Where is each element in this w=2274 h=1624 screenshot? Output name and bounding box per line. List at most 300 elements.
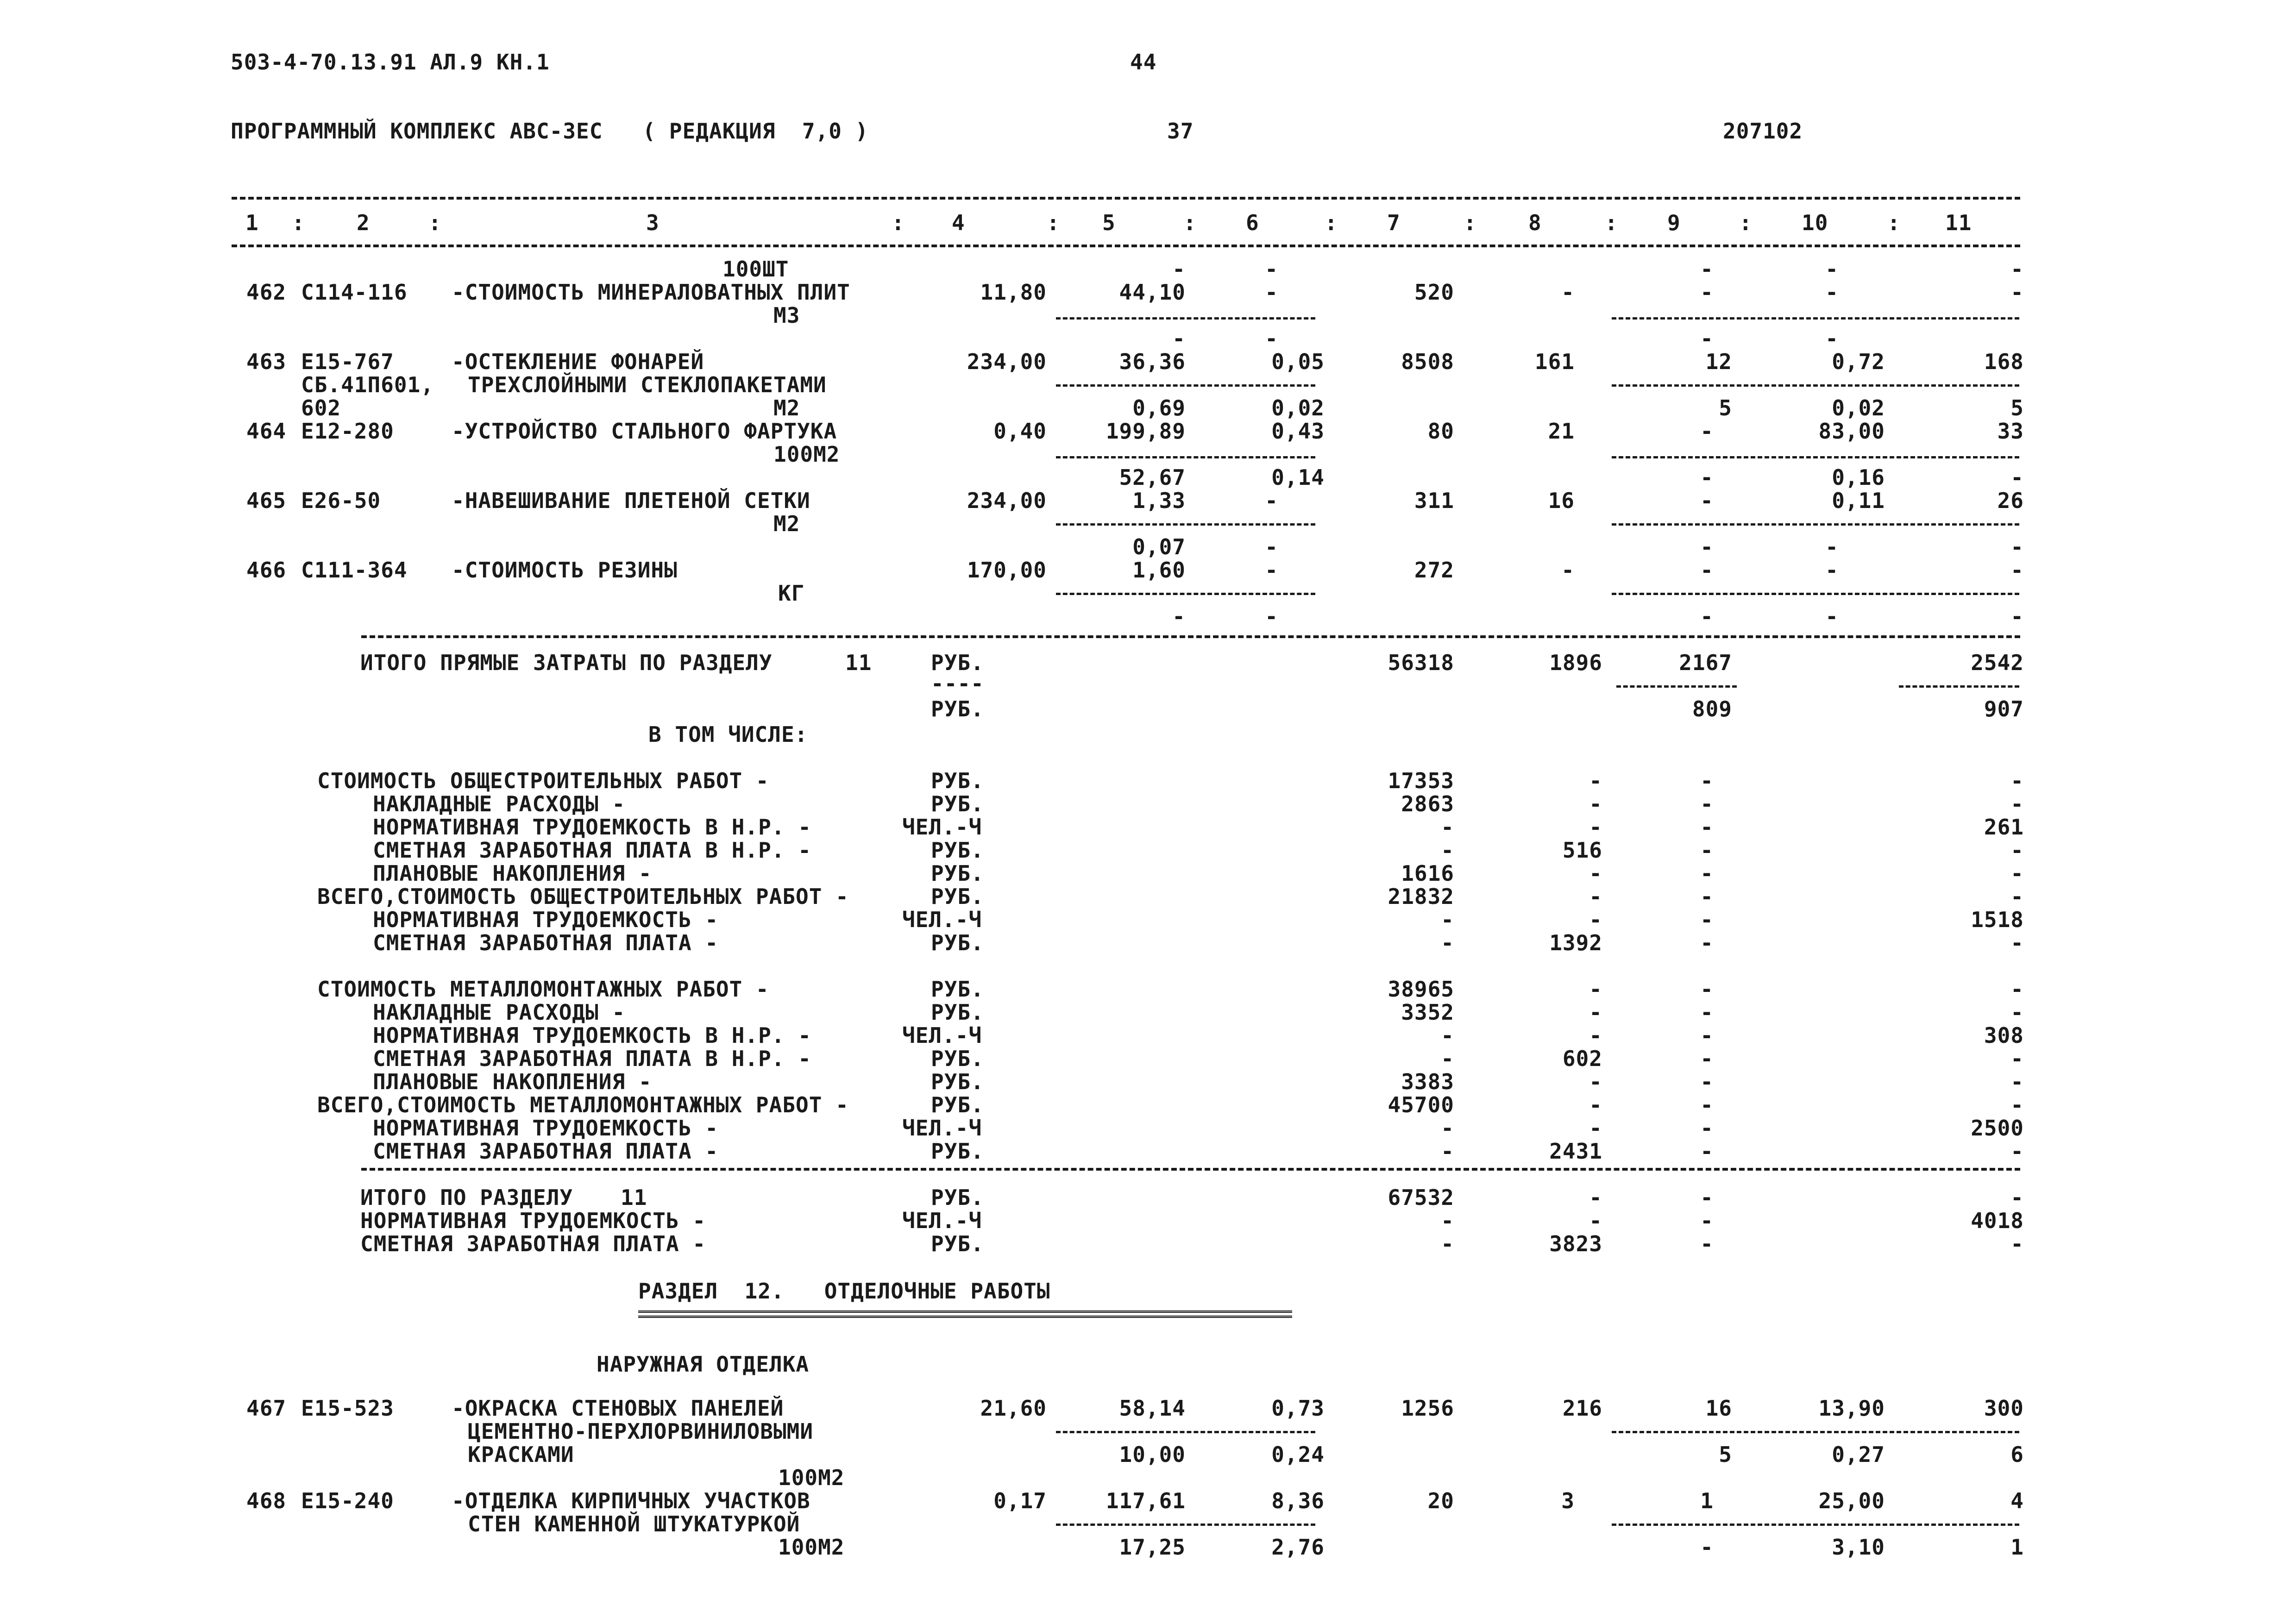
row-number: 463 <box>246 349 287 374</box>
table-cell: 33 <box>1997 419 2024 444</box>
table-cell: 161 <box>1534 349 1575 374</box>
column-header-4: 4 <box>952 210 965 235</box>
table-cell: 520 <box>1414 280 1454 305</box>
table-cell: 0,40 <box>993 419 1047 444</box>
table-cell: - <box>2010 558 2024 583</box>
table-cell: - <box>1589 861 1602 886</box>
table-cell: 25,00 <box>1818 1488 1885 1513</box>
section-title-underline <box>638 1310 1292 1318</box>
table-cell: 44,10 <box>1119 280 1186 305</box>
column-header-5: 5 <box>1102 210 1116 235</box>
table-cell: 0,69 <box>1132 395 1186 420</box>
table-cell: 21 <box>1548 419 1575 444</box>
cell-rule <box>1056 456 1315 458</box>
rate-code: С111-364 <box>301 558 408 583</box>
table-cell: - <box>2010 1231 2024 1256</box>
table-cell: 83,00 <box>1818 419 1885 444</box>
table-cell: 170,00 <box>967 558 1047 583</box>
table-cell: 234,00 <box>967 349 1047 374</box>
cell-rule <box>1056 317 1315 320</box>
table-cell: 0,05 <box>1271 349 1325 374</box>
unit-label: ЧЕЛ.-Ч <box>902 1023 982 1048</box>
cell-rule <box>1612 593 2019 595</box>
table-cell: - <box>1700 1000 1714 1025</box>
summary-label: ИТОГО ПО РАЗДЕЛУ <box>360 1185 573 1210</box>
table-cell: 2,76 <box>1271 1535 1325 1560</box>
table-cell: 67532 <box>1388 1185 1454 1210</box>
table-cell: 80 <box>1427 419 1454 444</box>
summary-label: НОРМАТИВНАЯ ТРУДОЕМКОСТЬ - <box>373 907 719 932</box>
table-cell: - <box>2010 768 2024 793</box>
table-cell: 0,43 <box>1271 419 1325 444</box>
column-separator: : <box>1605 210 1618 235</box>
table-cell: - <box>1700 861 1714 886</box>
table-cell: 45700 <box>1388 1092 1454 1117</box>
unit-label: ЧЕЛ.-Ч <box>902 815 982 840</box>
table-cell: - <box>1825 280 1839 305</box>
table-cell: 1392 <box>1549 930 1602 955</box>
table-cell: - <box>2010 1069 2024 1094</box>
sheet-number: 37 <box>1167 119 1194 144</box>
table-cell: - <box>2010 838 2024 863</box>
table-cell: - <box>1700 815 1714 840</box>
table-cell: - <box>2010 791 2024 816</box>
table-cell: 308 <box>1984 1023 2024 1048</box>
table-cell: - <box>1589 1208 1602 1233</box>
table-cell: 1518 <box>1971 907 2024 932</box>
table-cell: - <box>1265 257 1278 282</box>
unit-label: РУБ. <box>931 791 984 816</box>
table-cell: 0,02 <box>1271 395 1325 420</box>
table-cell: 16 <box>1548 488 1575 513</box>
table-cell: - <box>1589 1000 1602 1025</box>
table-cell: - <box>1700 907 1714 932</box>
direct-costs-label: ИТОГО ПРЯМЫЕ ЗАТРАТЫ ПО РАЗДЕЛУ <box>360 650 773 675</box>
summary-label: ВСЕГО,СТОИМОСТЬ МЕТАЛЛОМОНТАЖНЫХ РАБОТ - <box>317 1092 849 1117</box>
table-cell: - <box>1589 1023 1602 1048</box>
section-title: РАЗДЕЛ 12. ОТДЕЛОЧНЫЕ РАБОТЫ <box>638 1279 1050 1304</box>
table-cell: 0,11 <box>1832 488 1885 513</box>
cell-rule <box>1612 384 2019 387</box>
table-cell: - <box>1589 977 1602 1002</box>
section-rule <box>361 1168 2020 1171</box>
table-cell: 3823 <box>1549 1231 1602 1256</box>
table-cell: - <box>1700 257 1714 282</box>
summary-label: СМЕТНАЯ ЗАРАБОТНАЯ ПЛАТА - <box>373 930 719 955</box>
column-header-3: 3 <box>646 210 660 235</box>
table-cell: - <box>1700 768 1714 793</box>
table-cell: 21,60 <box>980 1396 1047 1421</box>
table-cell: 1896 <box>1549 650 1602 675</box>
table-cell: 36,36 <box>1119 349 1186 374</box>
table-cell: - <box>1700 1116 1714 1141</box>
table-cell: - <box>1265 488 1278 513</box>
table-cell: - <box>1589 907 1602 932</box>
table-cell: - <box>1700 558 1714 583</box>
table-cell: 17,25 <box>1119 1535 1186 1560</box>
unit-label: РУБ. <box>931 1139 984 1164</box>
table-cell: - <box>1589 1092 1602 1117</box>
table-cell: - <box>1589 768 1602 793</box>
column-header-9: 9 <box>1667 210 1681 235</box>
table-cell: - <box>1441 930 1454 955</box>
table-cell: - <box>1561 280 1575 305</box>
unit-label: ЧЕЛ.-Ч <box>902 907 982 932</box>
table-cell: 2431 <box>1549 1139 1602 1164</box>
table-cell: - <box>1265 558 1278 583</box>
summary-label: СМЕТНАЯ ЗАРАБОТНАЯ ПЛАТА В Н.Р. - <box>373 1046 811 1071</box>
column-header-1: 1 <box>245 210 259 235</box>
table-cell: - <box>1700 1208 1714 1233</box>
table-cell: 1256 <box>1401 1396 1454 1421</box>
work-description: -СТОИМОСТЬ МИНЕРАЛОВАТНЫХ ПЛИТ <box>452 280 850 305</box>
table-cell: - <box>1700 280 1714 305</box>
unit-label: РУБ. <box>931 1000 984 1025</box>
table-cell: 8,36 <box>1271 1488 1325 1513</box>
table-cell: 1616 <box>1401 861 1454 886</box>
table-cell: - <box>1700 1139 1714 1164</box>
table-cell: - <box>1265 326 1278 351</box>
table-cell: 26 <box>1997 488 2024 513</box>
work-description: -УСТРОЙСТВО СТАЛЬНОГО ФАРТУКА <box>452 419 837 444</box>
rate-code: Е15-240 <box>301 1488 394 1513</box>
row-number: 464 <box>246 419 287 444</box>
section-number: 11 <box>621 1185 647 1210</box>
table-cell: - <box>1700 977 1714 1002</box>
document-code: 503-4-70.13.91 АЛ.9 КН.1 <box>231 50 550 75</box>
table-cell: - <box>2010 465 2024 490</box>
table-cell: - <box>1441 1023 1454 1048</box>
row-number: 462 <box>246 280 287 305</box>
table-cell: 0,27 <box>1832 1442 1885 1467</box>
table-cell: 38965 <box>1388 977 1454 1002</box>
row-number: 468 <box>246 1488 287 1513</box>
column-header-8: 8 <box>1528 210 1542 235</box>
table-cell: 5 <box>1719 395 1732 420</box>
table-cell: - <box>1700 488 1714 513</box>
table-cell: 4 <box>2010 1488 2024 1513</box>
program-title: ПРОГРАММНЫЙ КОМПЛЕКС АВС-3ЕС ( РЕДАКЦИЯ 7,0 ) <box>231 119 869 144</box>
including-label: В ТОМ ЧИСЛЕ: <box>648 722 808 747</box>
column-header-11: 11 <box>1945 210 1972 235</box>
table-cell: - <box>1441 815 1454 840</box>
table-cell: 3,10 <box>1832 1535 1885 1560</box>
work-description-line: КРАСКАМИ <box>468 1442 574 1467</box>
cell-rule <box>1056 384 1315 387</box>
direct-costs-section: 11 <box>845 650 872 675</box>
table-cell: - <box>2010 257 2024 282</box>
cell-rule <box>1616 685 1737 688</box>
table-cell: 10,00 <box>1119 1442 1186 1467</box>
cell-rule <box>1612 523 2019 526</box>
unit-label: РУБ. <box>931 1046 984 1071</box>
work-description-line: ТРЕХСЛОЙНЫМИ СТЕКЛОПАКЕТАМИ <box>468 372 827 397</box>
table-cell: 5 <box>2010 395 2024 420</box>
table-cell: - <box>1700 791 1714 816</box>
unit-label: ЧЕЛ.-Ч <box>902 1208 982 1233</box>
table-cell: 3352 <box>1401 1000 1454 1025</box>
table-cell: - <box>1700 1023 1714 1048</box>
table-cell: - <box>1825 534 1839 559</box>
table-cell: 272 <box>1414 558 1454 583</box>
column-header-7: 7 <box>1387 210 1401 235</box>
table-cell: 261 <box>1984 815 2024 840</box>
table-cell: - <box>2010 280 2024 305</box>
table-cell: - <box>1825 326 1839 351</box>
table-cell: - <box>1700 1069 1714 1094</box>
table-cell: - <box>2010 884 2024 909</box>
table-cell: 0,72 <box>1832 349 1885 374</box>
table-cell: - <box>1561 558 1575 583</box>
unit-label: РУБ. <box>931 768 984 793</box>
table-cell: - <box>1700 884 1714 909</box>
table-cell: 300 <box>1984 1396 2024 1421</box>
work-description: -СТОИМОСТЬ РЕЗИНЫ <box>452 558 678 583</box>
summary-label: ПЛАНОВЫЕ НАКОПЛЕНИЯ - <box>373 1069 652 1094</box>
summary-label: НОРМАТИВНАЯ ТРУДОЕМКОСТЬ - <box>373 1116 719 1141</box>
unit-label: РУБ. <box>931 861 984 886</box>
table-cell: 12 <box>1705 349 1732 374</box>
table-cell: 3 <box>1561 1488 1575 1513</box>
table-cell: 2863 <box>1401 791 1454 816</box>
unit-label: РУБ. <box>931 884 984 909</box>
table-cell: 0,16 <box>1832 465 1885 490</box>
work-description: -ОКРАСКА СТЕНОВЫХ ПАНЕЛЕЙ <box>452 1396 784 1421</box>
unit-label: М3 <box>773 303 800 328</box>
table-cell: - <box>1441 1116 1454 1141</box>
table-cell: 602 <box>1562 1046 1602 1071</box>
rate-code-line: СБ.41П601, <box>301 372 434 397</box>
unit-label: 100М2 <box>773 442 840 467</box>
table-cell: 0,73 <box>1271 1396 1325 1421</box>
table-cell: 2542 <box>1971 650 2024 675</box>
column-separator: : <box>1464 210 1477 235</box>
column-separator: : <box>1739 210 1753 235</box>
table-cell: 199,89 <box>1106 419 1186 444</box>
column-header-6: 6 <box>1246 210 1259 235</box>
row-number: 467 <box>246 1396 287 1421</box>
column-separator: : <box>292 210 305 235</box>
table-cell: 311 <box>1414 488 1454 513</box>
cell-rule <box>1056 523 1315 526</box>
unit-label: РУБ. <box>931 1092 984 1117</box>
cell-rule <box>1056 593 1315 595</box>
table-cell: 4018 <box>1971 1208 2024 1233</box>
table-cell: - <box>2010 977 2024 1002</box>
unit-label: 100ШТ <box>722 257 789 282</box>
summary-label: НОРМАТИВНАЯ ТРУДОЕМКОСТЬ - <box>360 1208 706 1233</box>
table-cell: 0,14 <box>1271 465 1325 490</box>
table-cell: - <box>1172 604 1186 629</box>
unit-label: 100М2 <box>778 1465 845 1490</box>
table-cell: - <box>2010 1139 2024 1164</box>
table-cell: 0,17 <box>993 1488 1047 1513</box>
cell-rule <box>1056 1524 1315 1526</box>
page-number: 44 <box>1130 50 1157 75</box>
work-description: -НАВЕШИВАНИЕ ПЛЕТЕНОЙ СЕТКИ <box>452 488 810 513</box>
summary-label: ПЛАНОВЫЕ НАКОПЛЕНИЯ - <box>373 861 652 886</box>
table-cell: 809 <box>1692 696 1732 721</box>
cell-rule <box>1612 1431 2019 1433</box>
work-description: -ОСТЕКЛЕНИЕ ФОНАРЕЙ <box>452 349 704 374</box>
column-header-rule <box>232 245 2020 247</box>
table-cell: - <box>2010 1185 2024 1210</box>
table-cell: 1,33 <box>1132 488 1186 513</box>
table-cell: 907 <box>1984 696 2024 721</box>
table-cell: - <box>1441 907 1454 932</box>
unit-label: РУБ. <box>931 838 984 863</box>
table-cell: - <box>1700 534 1714 559</box>
cell-rule <box>1612 317 2019 320</box>
cell-rule <box>1612 456 2019 458</box>
column-header-2: 2 <box>357 210 370 235</box>
summary-label: НОРМАТИВНАЯ ТРУДОЕМКОСТЬ В Н.Р. - <box>373 815 811 840</box>
table-cell: - <box>1441 1208 1454 1233</box>
table-cell: 117,61 <box>1106 1488 1186 1513</box>
table-cell: - <box>1589 1116 1602 1141</box>
summary-label: СТОИМОСТЬ ОБЩЕСТРОИТЕЛЬНЫХ РАБОТ - <box>317 768 769 793</box>
table-cell: 13,90 <box>1818 1396 1885 1421</box>
table-cell: 234,00 <box>967 488 1047 513</box>
table-cell: - <box>1700 1231 1714 1256</box>
table-cell: - <box>1589 815 1602 840</box>
table-cell: 0,24 <box>1271 1442 1325 1467</box>
table-cell: - <box>1825 558 1839 583</box>
table-cell: 6 <box>2010 1442 2024 1467</box>
rate-code: С114-116 <box>301 280 408 305</box>
rate-code: Е15-523 <box>301 1396 394 1421</box>
table-cell: - <box>2010 604 2024 629</box>
unit-dash: ---- <box>931 671 984 696</box>
unit-label: РУБ. <box>931 1069 984 1094</box>
table-cell: 52,67 <box>1119 465 1186 490</box>
unit-label: РУБ. <box>931 977 984 1002</box>
column-header-10: 10 <box>1802 210 1828 235</box>
unit-label: ЧЕЛ.-Ч <box>902 1116 982 1141</box>
table-cell: - <box>1825 257 1839 282</box>
table-cell: 8508 <box>1401 349 1454 374</box>
summary-label: СТОИМОСТЬ МЕТАЛЛОМОНТАЖНЫХ РАБОТ - <box>317 977 769 1002</box>
table-cell: 2500 <box>1971 1116 2024 1141</box>
cell-rule <box>1899 685 2019 688</box>
table-cell: - <box>1700 1092 1714 1117</box>
table-cell: - <box>2010 1046 2024 1071</box>
table-cell: 516 <box>1562 838 1602 863</box>
section-rule <box>361 635 2020 638</box>
column-separator: : <box>1183 210 1197 235</box>
work-description-line: ЦЕМЕНТНО-ПЕРХЛОРВИНИЛОВЫМИ <box>468 1419 814 1444</box>
table-cell: - <box>1441 838 1454 863</box>
table-cell: - <box>1589 791 1602 816</box>
table-cell: - <box>1589 1185 1602 1210</box>
summary-label: СМЕТНАЯ ЗАРАБОТНАЯ ПЛАТА В Н.Р. - <box>373 838 811 863</box>
row-number: 466 <box>246 558 287 583</box>
table-cell: 216 <box>1562 1396 1602 1421</box>
subsection-title: НАРУЖНАЯ ОТДЕЛКА <box>597 1352 810 1377</box>
cell-rule <box>1612 1524 2019 1526</box>
unit-label: РУБ. <box>931 930 984 955</box>
table-cell: - <box>2010 1092 2024 1117</box>
table-cell: 0,02 <box>1832 395 1885 420</box>
unit-label: РУБ. <box>931 650 984 675</box>
column-separator: : <box>1047 210 1060 235</box>
table-cell: - <box>1700 1185 1714 1210</box>
table-cell: 168 <box>1984 349 2024 374</box>
document-id: 207102 <box>1723 119 1803 144</box>
column-separator: : <box>1887 210 1901 235</box>
work-description: -ОТДЕЛКА КИРПИЧНЫХ УЧАСТКОВ <box>452 1488 810 1513</box>
table-cell: - <box>2010 930 2024 955</box>
table-cell: - <box>1700 1046 1714 1071</box>
summary-label: НАКЛАДНЫЕ РАСХОДЫ - <box>373 1000 626 1025</box>
table-cell: - <box>1700 930 1714 955</box>
rate-code-line: 602 <box>301 395 341 420</box>
summary-label: НАКЛАДНЫЕ РАСХОДЫ - <box>373 791 626 816</box>
unit-label: РУБ. <box>931 1185 984 1210</box>
unit-label: М2 <box>773 511 800 536</box>
column-separator: : <box>892 210 905 235</box>
table-cell: 2167 <box>1679 650 1732 675</box>
unit-label: РУБ. <box>931 696 984 721</box>
table-cell: - <box>1589 1069 1602 1094</box>
table-cell: 21832 <box>1388 884 1454 909</box>
table-cell: - <box>1700 465 1714 490</box>
table-cell: - <box>2010 861 2024 886</box>
unit-label: М2 <box>773 395 800 420</box>
summary-label: СМЕТНАЯ ЗАРАБОТНАЯ ПЛАТА - <box>373 1139 719 1164</box>
table-cell: - <box>1441 1231 1454 1256</box>
table-cell: 11,80 <box>980 280 1047 305</box>
table-cell: 1 <box>1700 1488 1714 1513</box>
table-top-rule <box>232 197 2020 200</box>
table-cell: - <box>1172 326 1186 351</box>
table-cell: 17353 <box>1388 768 1454 793</box>
table-cell: - <box>1265 534 1278 559</box>
table-cell: 16 <box>1705 1396 1732 1421</box>
table-cell: - <box>1441 1046 1454 1071</box>
table-cell: - <box>1589 884 1602 909</box>
table-cell: - <box>2010 534 2024 559</box>
table-cell: 1,60 <box>1132 558 1186 583</box>
table-cell: - <box>1172 257 1186 282</box>
summary-label: НОРМАТИВНАЯ ТРУДОЕМКОСТЬ В Н.Р. - <box>373 1023 811 1048</box>
unit-label: КГ <box>778 581 805 606</box>
rate-code: Е12-280 <box>301 419 394 444</box>
column-separator: : <box>1325 210 1338 235</box>
table-cell: - <box>2010 1000 2024 1025</box>
table-cell: 3383 <box>1401 1069 1454 1094</box>
table-cell: 56318 <box>1388 650 1454 675</box>
table-cell: 58,14 <box>1119 1396 1186 1421</box>
row-number: 465 <box>246 488 287 513</box>
table-cell: - <box>1700 419 1714 444</box>
table-cell: - <box>1700 604 1714 629</box>
table-cell: - <box>1825 604 1839 629</box>
column-separator: : <box>428 210 442 235</box>
rate-code: Е26-50 <box>301 488 381 513</box>
table-cell: - <box>1441 1139 1454 1164</box>
table-cell: - <box>1700 1535 1714 1560</box>
cell-rule <box>1056 1431 1315 1433</box>
unit-label: 100М2 <box>778 1535 845 1560</box>
table-cell: 20 <box>1427 1488 1454 1513</box>
table-cell: - <box>1265 604 1278 629</box>
table-cell: - <box>1265 280 1278 305</box>
table-cell: - <box>1700 326 1714 351</box>
table-cell: 1 <box>2010 1535 2024 1560</box>
unit-label: РУБ. <box>931 1231 984 1256</box>
table-cell: 5 <box>1719 1442 1732 1467</box>
